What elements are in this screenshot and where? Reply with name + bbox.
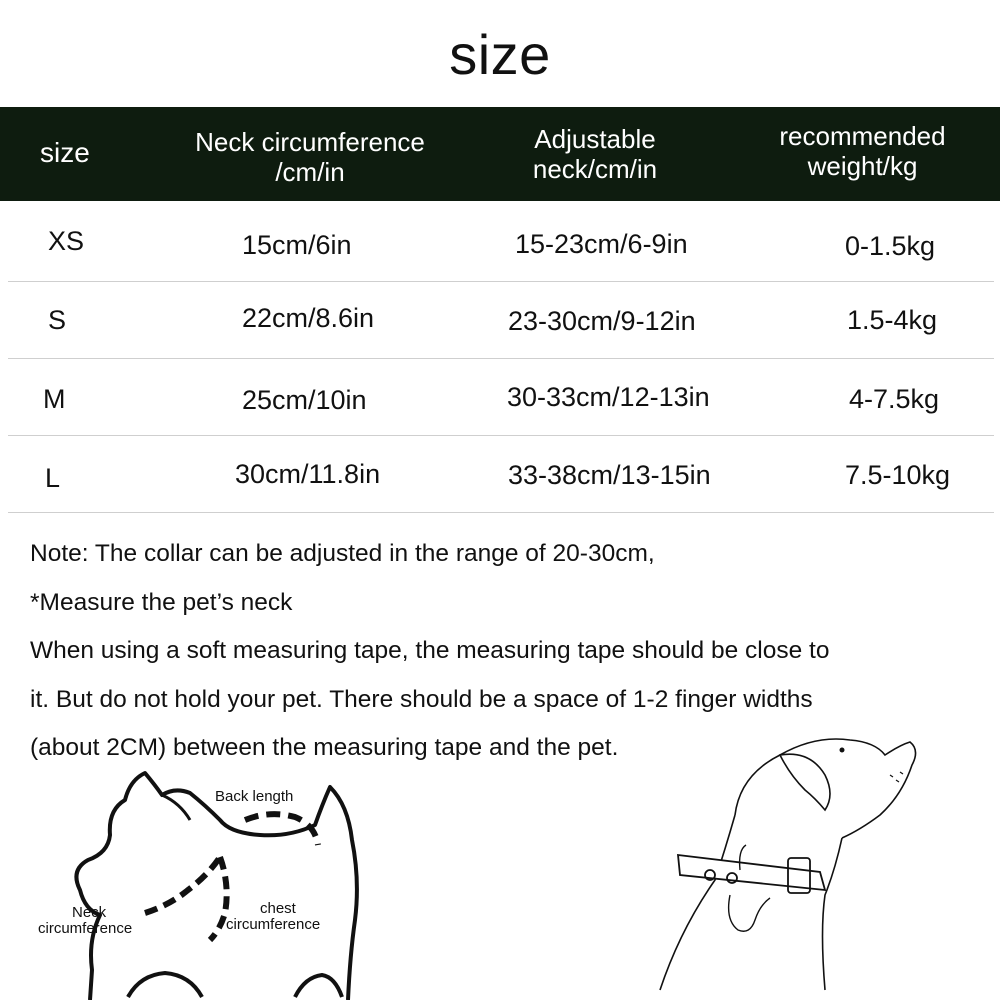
header-neck-line1: Neck circumference bbox=[195, 127, 425, 157]
row-neck: 30cm/11.8in bbox=[235, 459, 381, 489]
table-row bbox=[0, 359, 1000, 436]
note-line: When using a soft measuring tape, the measuring tape should be close to bbox=[30, 637, 830, 664]
note-line: *Measure the pet’s neck bbox=[30, 588, 293, 616]
chest-label-line1: chest bbox=[260, 900, 296, 917]
header-weight-line1: recommended bbox=[779, 121, 946, 151]
row-size: M bbox=[43, 384, 66, 414]
row-weight: 4-7.5kg bbox=[849, 384, 940, 414]
row-adjustable: 15-23cm/6-9in bbox=[515, 229, 688, 259]
row-neck: 22cm/8.6in bbox=[242, 303, 375, 333]
back-length-label: Back length bbox=[215, 788, 294, 805]
note-line: it. But do not hold your pet. There should be a space of 1-2 finger widths bbox=[30, 685, 813, 713]
row-size: XS bbox=[48, 226, 85, 256]
header-size: size bbox=[40, 137, 90, 168]
row-neck: 25cm/10in bbox=[242, 385, 367, 415]
row-adjustable: 33-38cm/13-15in bbox=[508, 460, 711, 490]
header-adjustable-line1: Adjustable bbox=[534, 124, 656, 154]
header-weight-line2: weight/kg bbox=[807, 151, 918, 181]
header-neck-line2: /cm/in bbox=[275, 157, 345, 187]
note-line: (about 2CM) between the measuring tape and the pet. bbox=[30, 734, 619, 761]
row-divider bbox=[8, 512, 994, 513]
header-recommended-weight bbox=[760, 121, 965, 181]
row-neck: 15cm/6in bbox=[242, 230, 352, 260]
header-neck-circumference bbox=[170, 127, 450, 187]
row-size: S bbox=[48, 305, 67, 335]
dog-with-collar-icon bbox=[620, 720, 1000, 1000]
table-header bbox=[0, 107, 1000, 201]
row-adjustable: 23-30cm/9-12in bbox=[508, 306, 696, 336]
row-size: L bbox=[45, 463, 61, 493]
table-row bbox=[0, 436, 1000, 513]
neck-label-line1: Neck bbox=[72, 904, 107, 921]
row-weight: 1.5-4kg bbox=[847, 305, 938, 335]
row-weight: 7.5-10kg bbox=[845, 460, 951, 490]
page-title: size bbox=[449, 23, 551, 86]
header-adjustable-line2: neck/cm/in bbox=[532, 154, 658, 184]
header-adjustable-neck bbox=[500, 124, 690, 184]
note-line: Note: The collar can be adjusted in the range of 20-30cm, bbox=[30, 540, 655, 567]
table-row bbox=[0, 205, 1000, 282]
row-adjustable: 30-33cm/12-13in bbox=[507, 382, 710, 412]
row-weight: 0-1.5kg bbox=[845, 231, 936, 261]
dog-silhouette-icon bbox=[30, 765, 380, 1000]
table-row bbox=[0, 282, 1000, 359]
chest-label-line2: circumference bbox=[226, 916, 321, 933]
neck-label-line2: circumference bbox=[38, 920, 133, 937]
